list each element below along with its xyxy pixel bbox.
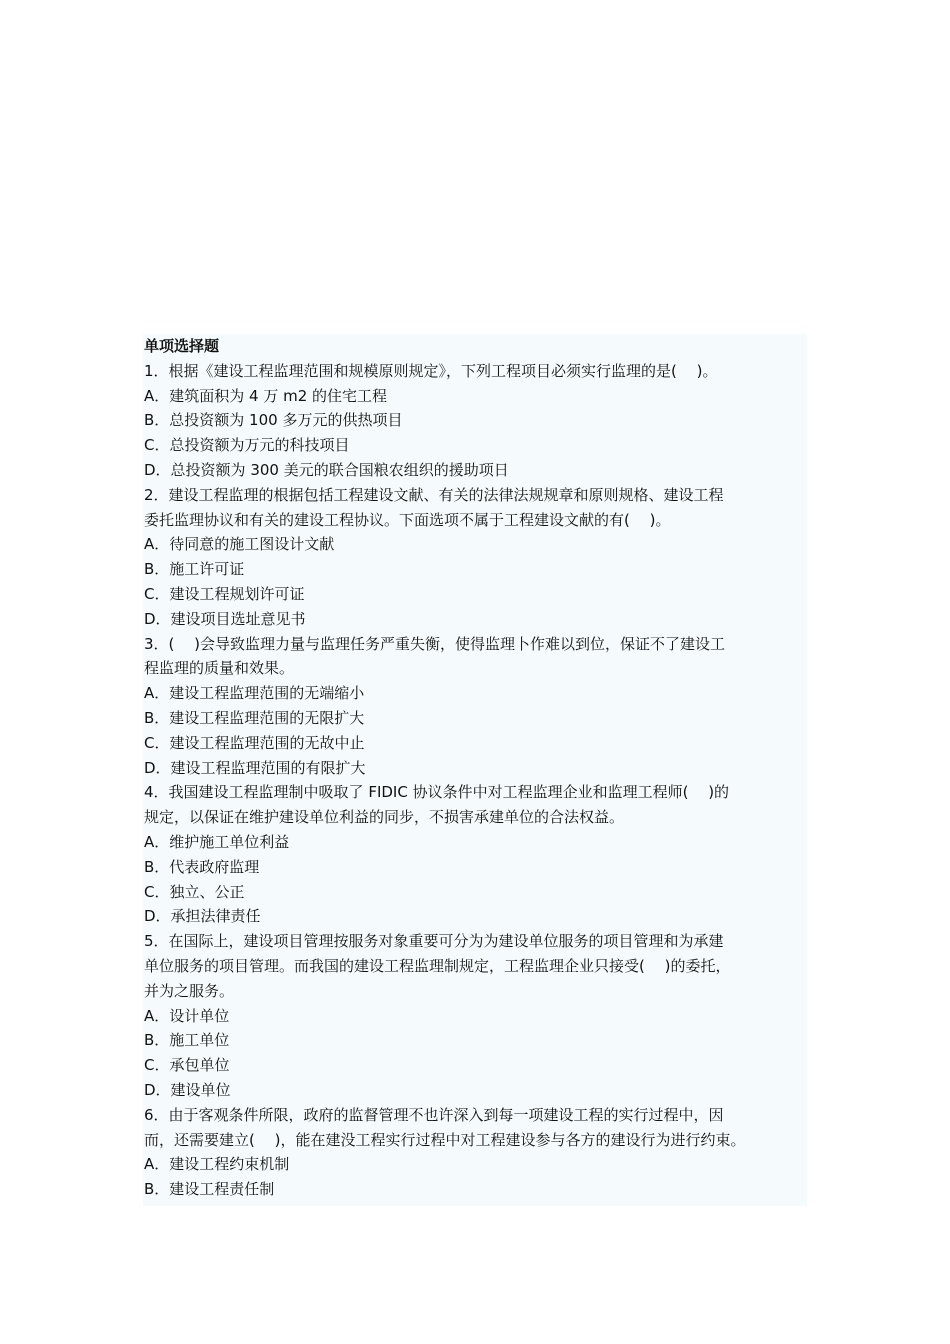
- text-line: 委托监理协议和有关的建设工程协议。下面选项不属于工程建设文献的有( )。: [144, 510, 671, 529]
- text-line: A．维护施工单位利益: [144, 832, 290, 851]
- text-line: D．建设项目选址意见书: [144, 609, 306, 628]
- text-line: D．承担法律责任: [144, 907, 261, 926]
- text-line: C．总投资额为万元的科技项目: [144, 436, 350, 455]
- text-line: 程监理的质量和效果。: [144, 659, 295, 678]
- text-line: C．承包单位: [144, 1056, 230, 1075]
- section-title: 单项选择题: [144, 337, 220, 355]
- text-line: B．建设工程监理范围的无限扩大: [144, 708, 365, 727]
- text-line: A．建筑面积为 4 万 m2 的住宅工程: [144, 386, 388, 405]
- question-list: [144, 359, 807, 1202]
- text-line: D．总投资额为 300 美元的联合国粮农组织的援助项日: [144, 460, 509, 479]
- text-line: A．建设工程约束机制: [144, 1155, 290, 1174]
- text-line: B．施工单位: [144, 1031, 230, 1050]
- text-line: 规定，以保证在维护建设单位利益的同步，不损害承建单位的合法权益。: [144, 808, 625, 827]
- text-line: C．独立、公正: [144, 882, 245, 901]
- text-line: A．设计单位: [144, 1006, 230, 1025]
- text-line: 5．在国际上，建设项目管理按服务对象重要可分为为建设单位服务的项目管理和为承建: [144, 932, 724, 951]
- text-line: 单位服务的项目管理。而我国的建设工程监理制规定，工程监理企业只接受( )的委托，: [144, 956, 731, 975]
- text-line: 3．( )会导致监理力量与监理任务严重失衡，使得监理卜作难以到位，保证不了建设工: [144, 634, 726, 653]
- text-line: 6．由于客观条件所限，政府的监督管理不也许深入到每一项建设工程的实行过程中，因: [144, 1105, 724, 1124]
- text-line: C．建设工程监理范围的无故中止: [144, 733, 365, 752]
- text-line: 并为之服务。: [144, 981, 235, 1000]
- text-line: 而，还需要建立( )，能在建没工程实行过程中对工程建设参与各方的建设行为进行约束。: [144, 1130, 746, 1149]
- text-line: B．施工许可证: [144, 560, 245, 579]
- text-line: 2．建设工程监理的根据包括工程建设文献、有关的法律法规规章和原则规格、建设工程: [144, 485, 724, 504]
- text-line: B．总投资额为 100 多万元的供热项目: [144, 411, 403, 430]
- text-line: A．待同意的施工图设计文献: [144, 535, 335, 554]
- text-line: B．建设工程责任制: [144, 1180, 275, 1199]
- text-line: C．建设工程规划许可证: [144, 584, 305, 603]
- document-content: [143, 334, 807, 1206]
- text-line: D．建设单位: [144, 1080, 231, 1099]
- text-line: D．建设工程监理范围的有限扩大: [144, 758, 366, 777]
- text-line: 4．我国建设工程监理制中吸取了 FIDIC 协议条件中对工程监理企业和监理工程师( )的: [144, 783, 730, 802]
- text-line: A．建设工程监理范围的无端缩小: [144, 684, 365, 703]
- text-line: B．代表政府监理: [144, 857, 260, 876]
- text-line: 1．根据《建设工程监理范围和规模原则规定》，下列工程项目必须实行监理的是( )。: [144, 361, 718, 380]
